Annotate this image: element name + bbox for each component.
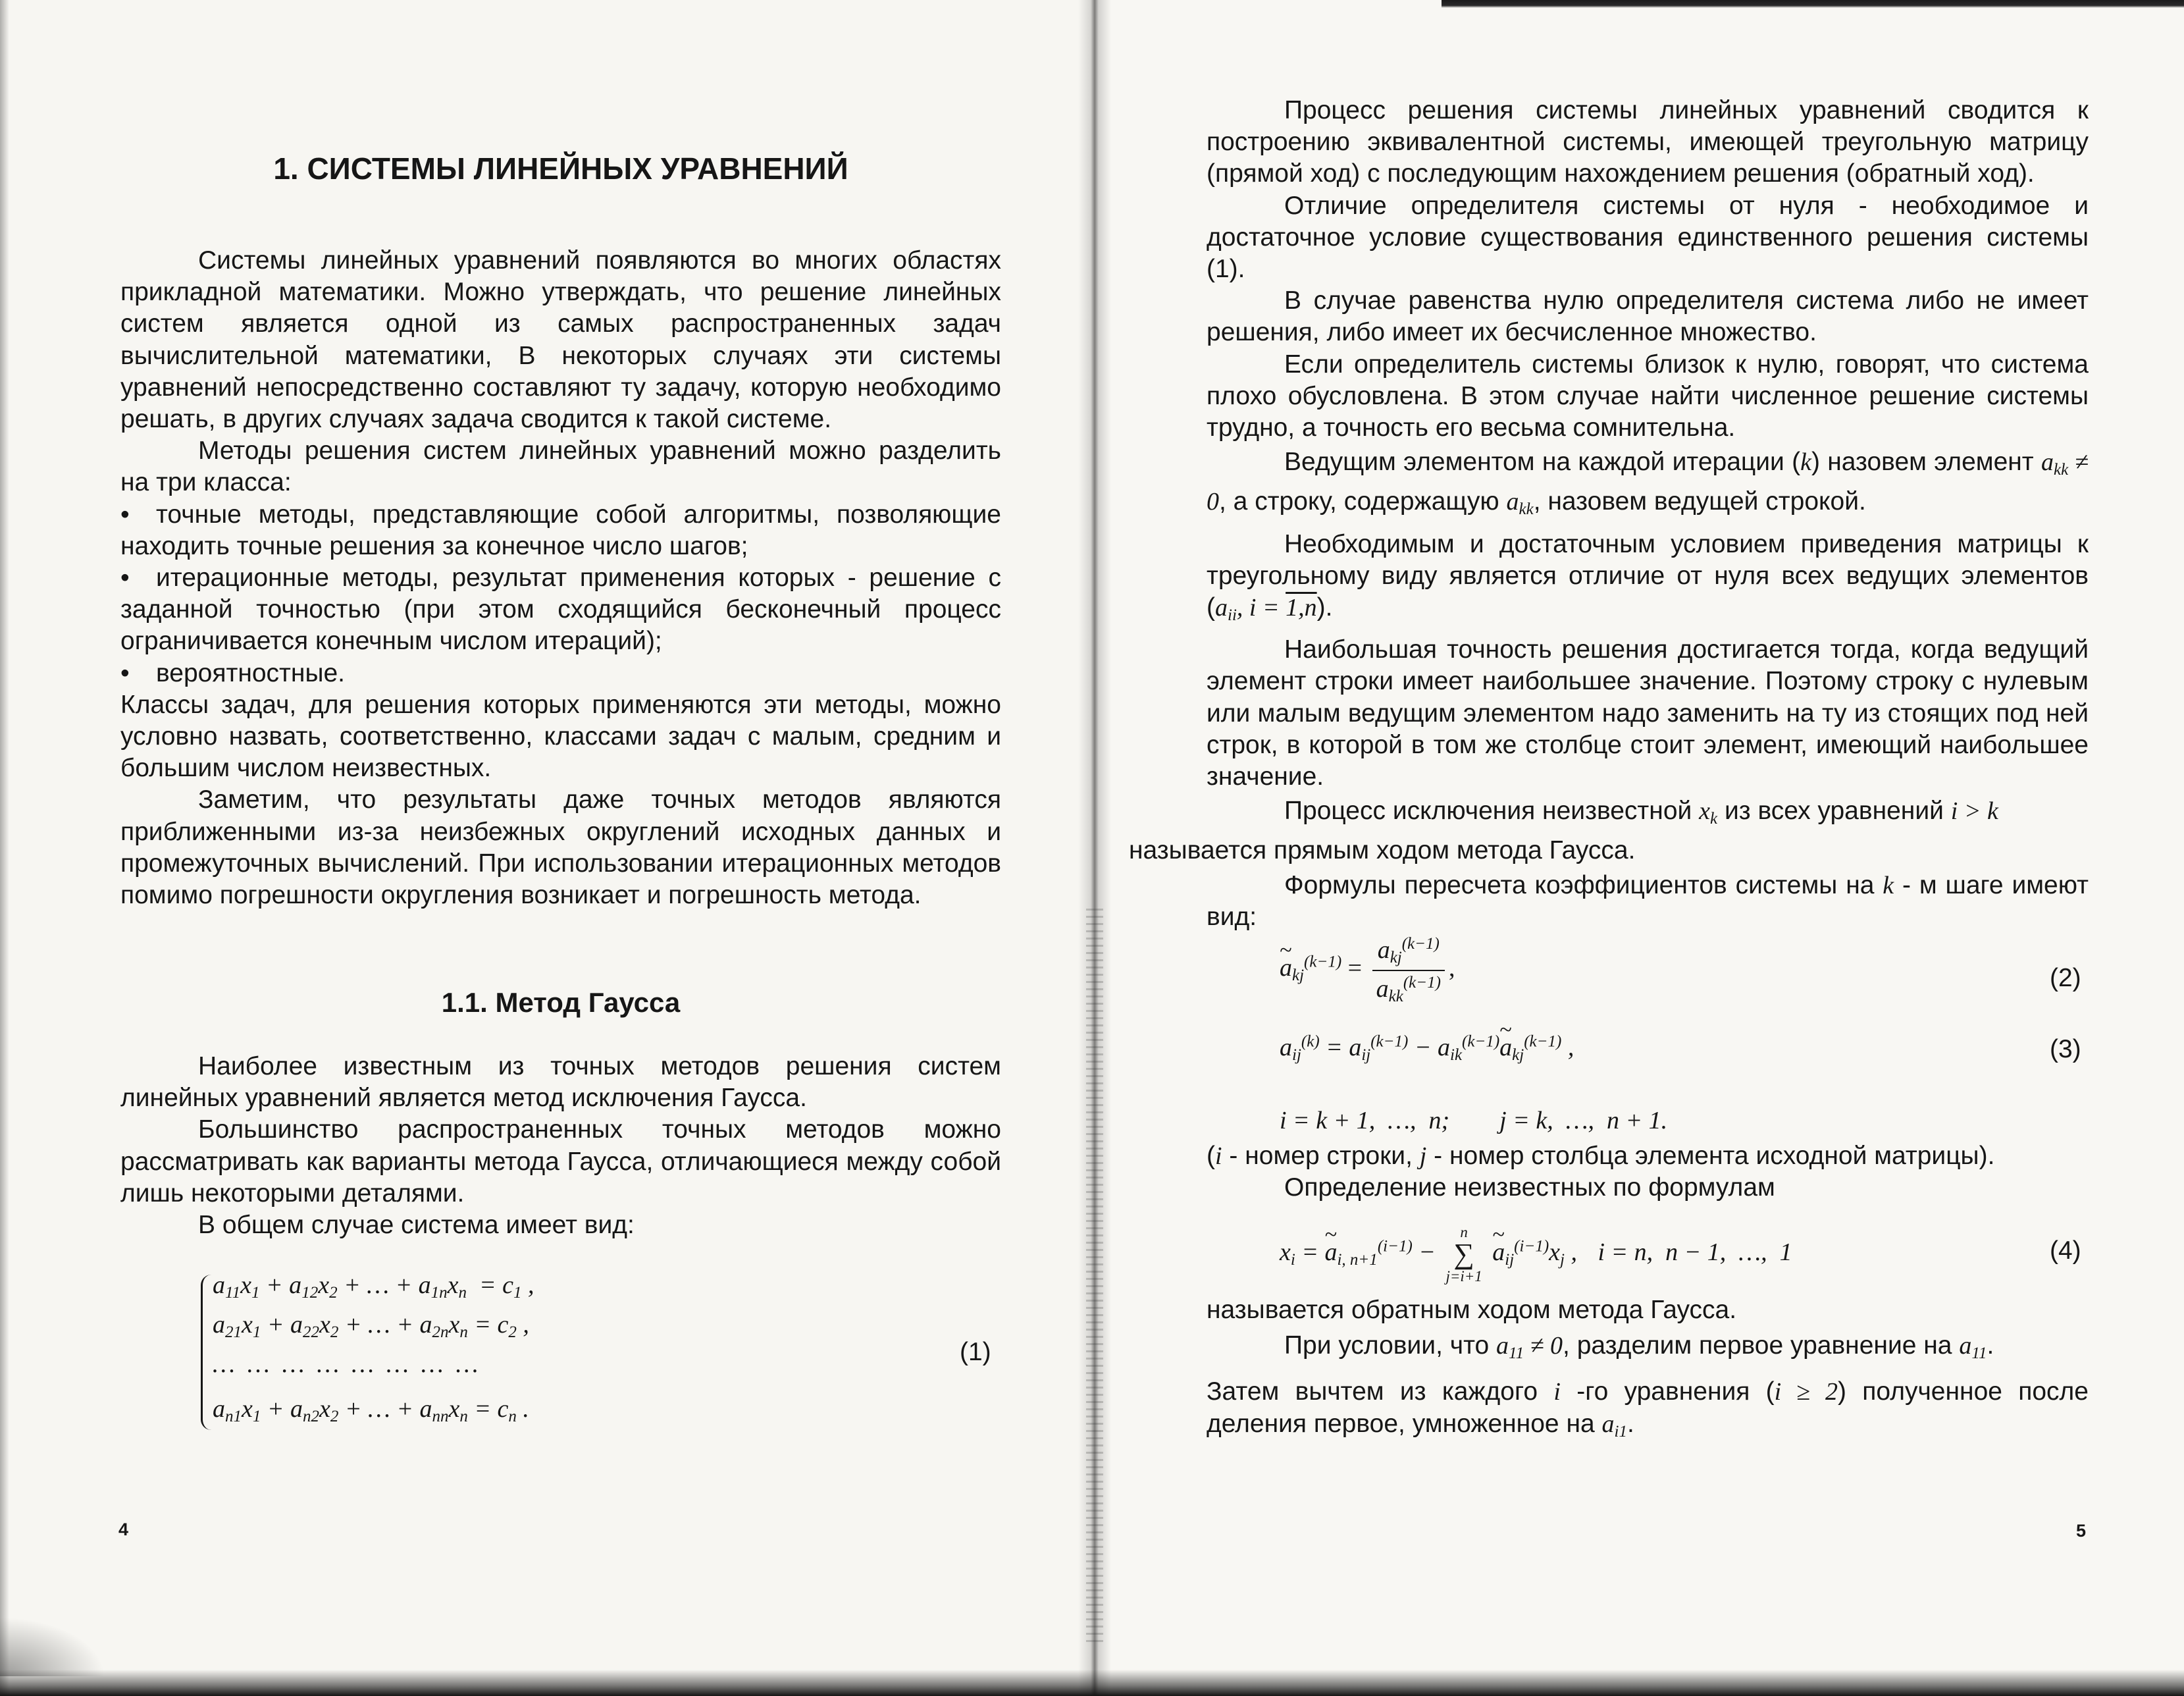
- remark-paragraph: Заметим, что результаты даже точных методов являются приближенными из-за неизбежных округлений исходных данных и промежуточных вычислений. При использовании итерационных методов помимо погрешности округления возникает и погрешность метода.: [120, 785, 1001, 910]
- system-row-2: $a_{21}x_1 + a_{22}x_2$ + … + $a_{2n}x_n = c_2$ ,: [213, 1311, 529, 1341]
- gauss-paragraph-3: В общем случае система имеет вид:: [198, 1211, 635, 1240]
- bullet-iterative-methods: • итерационные методы, результат применения которых - решение с заданной точностью (при этом сходящийся бесконечный процесс ограничивается конечным числом итераций);: [120, 564, 1001, 656]
- left-text-block-1: [120, 245, 1001, 911]
- gauss-paragraph-2: Большинство распространенных точных методов можно рассматривать как варианты метода Гаусса, отличающиеся между собой лишь некоторыми деталями.: [120, 1115, 1001, 1207]
- bullet-icon: •: [120, 500, 130, 529]
- math-i-gt-k: i > k: [1950, 797, 1998, 826]
- index-note: (i - номер строки, j - номер столбца элемента исходной матрицы).: [1207, 1142, 1995, 1170]
- right-paragraph-3: В случае равенства нулю определителя система либо не имеет решения, либо имеет их бесчисленное множество.: [1207, 286, 2089, 347]
- scan-corner-smudge: [0, 1617, 105, 1676]
- right-paragraph-1: Процесс решения системы линейных уравнений сводится к построению эквивалентной системы, имеющей треугольную матрицу (прямой ход) с последующим нахождением решения (обратный ход).: [1207, 96, 2089, 188]
- section-title-gauss: 1.1. Метод Гаусса: [441, 987, 681, 1018]
- right-page: [1092, 0, 2184, 1696]
- equation-number-1: (1): [960, 1338, 991, 1366]
- forward-elimination-paragraph: Процесс исключения неизвестной $x_k$ из всех уравнений i > k называется прямым ходом метода Гаусса.: [1129, 797, 1998, 865]
- subtract-step-paragraph: Затем вычтем из каждого i -го уравнения (i ≥ 2) полученное после деления первое, умноженное на $a_{i1}$.: [1207, 1377, 2089, 1441]
- bullet-probabilistic-methods: • вероятностные.: [120, 658, 1001, 689]
- system-brace: [201, 1275, 213, 1430]
- equation-number-2: (2): [2050, 964, 2081, 992]
- methods-intro-paragraph: Методы решения систем линейных уравнений можно разделить на три класса:: [120, 437, 1001, 497]
- leading-element-paragraph: Ведущим элементом на каждой итерации (k) назовем элемент $a_{kk} \ne 0$, а строку, содержащую $a_{kk}$, назовем ведущей строкой.: [1207, 448, 2089, 519]
- recalc-formulas-paragraph: Формулы пересчета коэффициентов системы на k - м шаге имеют вид:: [1207, 870, 2089, 931]
- math-k: k: [1800, 448, 1811, 477]
- math-akk-nonzero: $a_{kk} \ne 0$: [1207, 448, 2089, 516]
- index-range: i = k + 1, …, n; j = k, …, n + 1.: [1280, 1107, 1668, 1134]
- scan-left-edge-shadow: [0, 0, 9, 1696]
- bullet-icon: •: [120, 658, 130, 687]
- system-row-n: $a_{n1}x_1 + a_{n2}x_2$ + … + $a_{nn}x_n = c_n$ .: [213, 1395, 529, 1425]
- page-number-right: 5: [2076, 1521, 2087, 1541]
- formula-2-fraction: $\frac{a_{kj}^{(k-1)}}{a_{kk}^{(k-1)}}$: [1372, 935, 1445, 1006]
- right-paragraph-2: Отличие определителя системы от нуля - необходимое и достаточное условие существования единственного решения системы (1).: [1207, 191, 2089, 284]
- classes-paragraph: Классы задач, для решения которых применяются эти методы, можно условно назвать, соответственно, классами задач с малым, средним и большим числом неизвестных.: [120, 690, 1001, 783]
- system-row-ellipsis: … … … … … … … …: [213, 1350, 479, 1378]
- system-row-1: $a_{11}x_1 + a_{12}x_2$ + … + $a_{1n}x_n = c_1$ ,: [213, 1271, 534, 1302]
- page-number-left: 4: [118, 1520, 129, 1539]
- left-text-block-2: [120, 1051, 1001, 1241]
- bullet-exact-methods: • точные методы, представляющие собой алгоритмы, позволяющие находить точные решения за конечное число шагов;: [120, 500, 1001, 560]
- equation-number-4: (4): [2050, 1236, 2081, 1265]
- right-text-block-2: [1207, 1294, 2089, 1448]
- equation-number-3: (3): [2050, 1035, 2081, 1063]
- math-akk: $a_{kk}$: [1506, 488, 1534, 519]
- right-paragraph-4: Если определитель системы близок к нулю, говорят, что система плохо обусловлена. В этом случае найти численное решение системы трудно, а точность его весьма сомнительна.: [1207, 350, 2089, 442]
- triangular-condition-paragraph: Необходимым и достаточным условием приведения матрицы к треугольному виду является отличие от нуля всех ведущих элементов ($a_{ii}$, i = 1,n).: [1207, 529, 2089, 625]
- math-aii-range: $a_{ii}$, i = 1,n: [1215, 594, 1317, 625]
- formula-2: ~ $a_{kj}^{(k-1)}$ = $\frac{a_{kj}^{(k-1)}}{a_{kk}^{(k-1)}}$ ,: [1280, 935, 1455, 1006]
- pivoting-paragraph: Наибольшая точность решения достигается тогда, когда ведущий элемент строки имеет наибольшее значение. Поэтому строку с нулевым или малым ведущим элементом надо заменить на ту из стоящих под ней строк, в которой в том же столбце стоит элемент, имеющий наибольшее значение.: [1207, 635, 2089, 791]
- gauss-paragraph-1: Наиболее известным из точных методов решения систем линейных уравнений является метод исключения Гаусса.: [120, 1052, 1001, 1113]
- index-note-block: [1207, 1140, 2089, 1204]
- math-k-step: k: [1883, 871, 1894, 899]
- intro-paragraph: Системы линейных уравнений появляются во многих областях прикладной математики. Можно утверждать, что решение линейных систем является одной из самых распространенных задач вычислительной математики, В некоторых случаях эти системы уравнений непосредственно составляют ту задачу, которую необходимо решать, в других случаях задача сводится к такой системе.: [120, 246, 1001, 434]
- back-substitution-called: называется обратным ходом метода Гаусса.: [1207, 1296, 1737, 1324]
- math-xk: $x_k$: [1699, 797, 1718, 828]
- scan-bottom-edge: [0, 1670, 2184, 1696]
- chapter-title: 1. СИСТЕМЫ ЛИНЕЙНЫХ УРАВНЕНИЙ: [273, 151, 848, 186]
- back-substitution-definition: Определение неизвестных по формулам: [1284, 1173, 1775, 1202]
- scan-top-edge: [1442, 0, 2184, 8]
- bullet-icon: •: [120, 564, 130, 593]
- right-text-block: [1129, 95, 2089, 933]
- formula-4: $x_i$ = ~ $a_{i, n+1}^{(i-1)}$ − n ∑ j=i+1 ~ $a_{ij}^{(i-1)}x_j$ , i = n, n − 1, …, 1: [1280, 1225, 1792, 1284]
- sum-operator: n ∑ j=i+1: [1445, 1224, 1482, 1285]
- book-fold-texture: [1086, 909, 1103, 1646]
- first-step-paragraph: При условии, что $a_{11} \ne 0$, разделим первое уравнение на $a_{11}$.: [1284, 1331, 1994, 1363]
- formula-3: $a_{ij}^{(k)} = a_{ij}^{(k-1)}$ − $a_{ik}^{(k-1)}\sim$ $a_{kj}^{(k-1)}$ ,: [1280, 1032, 1574, 1065]
